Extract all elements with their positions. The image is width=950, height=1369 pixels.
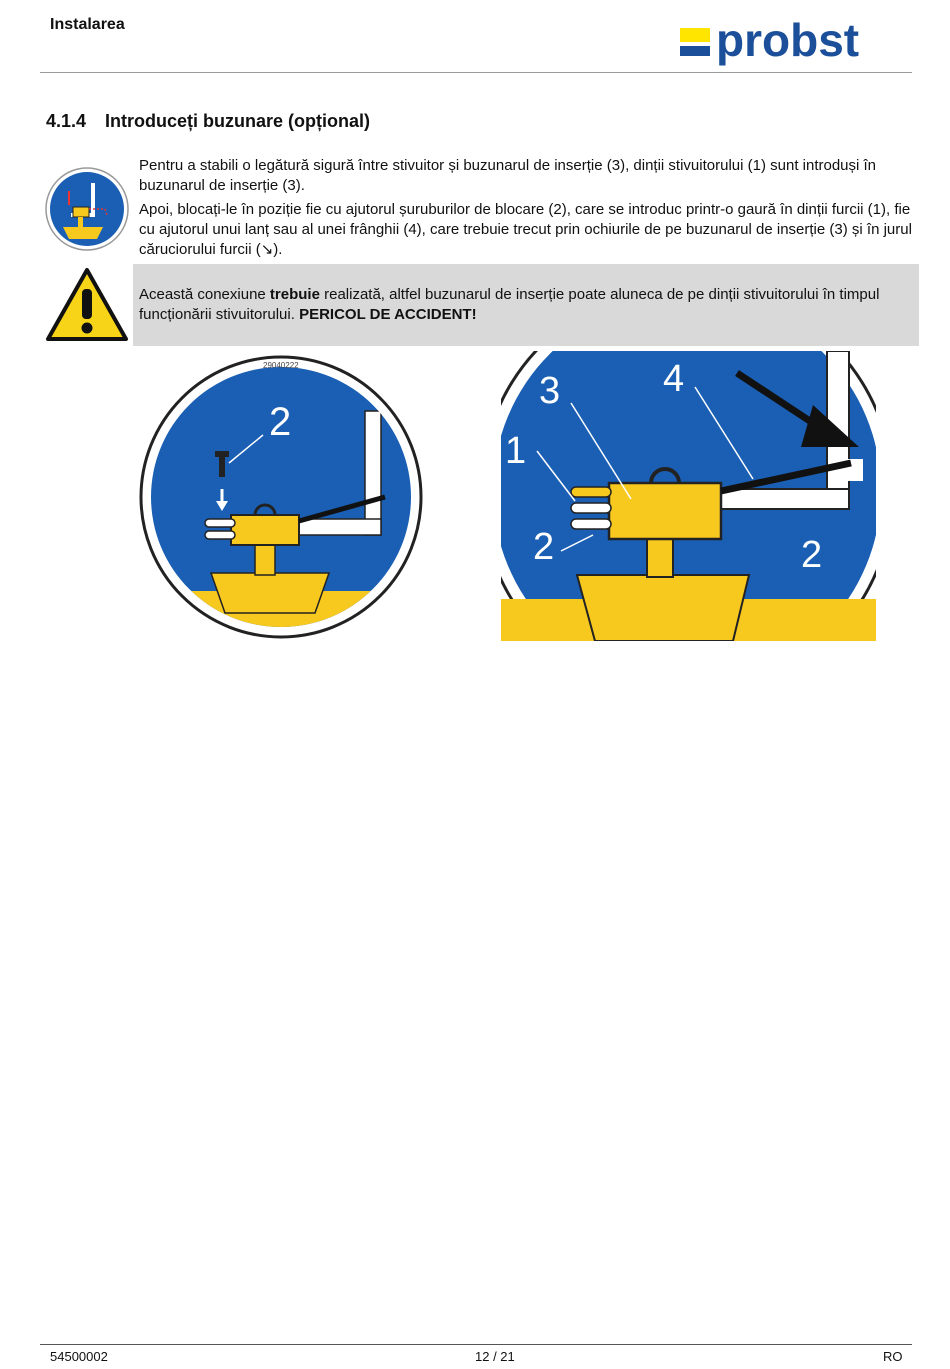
- section-title: Introduceți buzunare (opțional): [105, 111, 370, 131]
- section-heading: [46, 111, 370, 132]
- arrow-symbol: ↘: [260, 241, 274, 258]
- emphasis-must: trebuie: [269, 286, 320, 303]
- figure-code: 29040222: [263, 361, 299, 370]
- figure-right-chain-detail: [501, 351, 876, 641]
- callout-2a: 2: [533, 526, 555, 568]
- probst-logo: [678, 20, 908, 70]
- callout-1: 1: [505, 430, 527, 472]
- figure-left-locking-screw: [139, 351, 423, 641]
- section-number: 4.1.4: [46, 111, 87, 131]
- callout-4: 4: [663, 358, 685, 400]
- danger-label: PERICOL DE ACCIDENT!: [299, 306, 477, 323]
- paragraph-intro: Pentru a stabili o legătură sigură între stivuitor și buzunarul de inserție (3), dinții stivuitorului (1) sunt introduși în buzunarul de inserție (3).: [139, 157, 877, 194]
- footer-page-number: 12 / 21: [475, 1349, 515, 1364]
- paragraph-locking: Apoi, blocați-le în poziție fie cu ajutorul șuruburilor de blocare (2), care se introduc printr-o gaură în dinții furcii (1), fie cu ajutorul unui lanț sau al unei frânghii (4), care trebuie trecut prin ochiurile de pe buzunarul de inserție (3) și în jurul căruciorului furcii (↘).: [139, 201, 912, 258]
- logo-text: probst: [716, 20, 860, 66]
- instruction-pictogram-icon: [45, 167, 129, 251]
- callout-2: 2: [269, 400, 292, 444]
- callout-3: 3: [539, 370, 561, 412]
- footer-language: RO: [883, 1349, 903, 1364]
- warning-triangle-icon: [45, 267, 129, 343]
- footer-divider: [40, 1344, 912, 1345]
- header-divider: [40, 72, 912, 73]
- header-title: Instalarea: [50, 16, 125, 33]
- callout-2b: 2: [801, 534, 823, 576]
- warning-text: Această conexiune trebuie realizată, altfel buzunarul de inserție poate aluneca de pe dinții stivuitorului în timpul funcționării stivuitorului. PERICOL DE ACCIDENT!: [139, 286, 880, 323]
- footer-doc-number: 54500002: [50, 1349, 108, 1364]
